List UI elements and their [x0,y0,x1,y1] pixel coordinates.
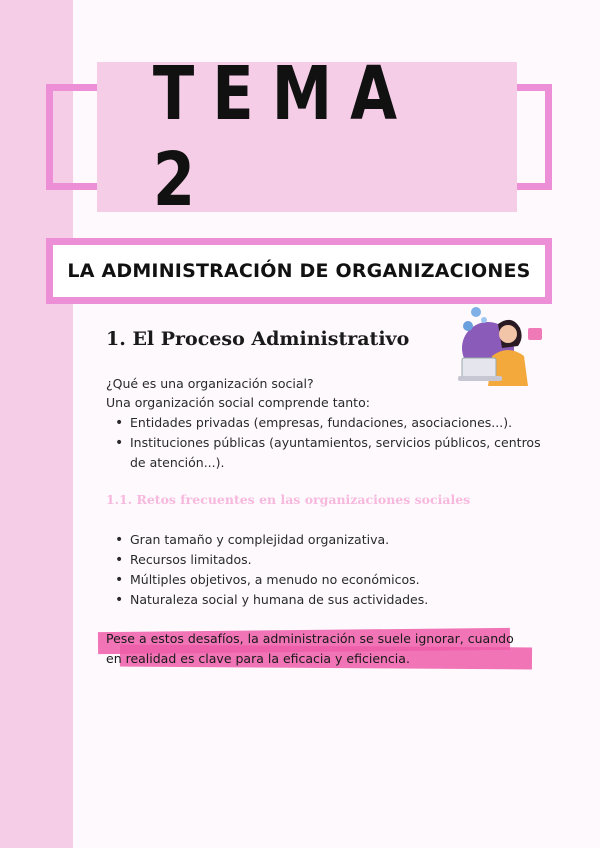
challenges-list [130,530,550,610]
woman-with-laptop-icon [458,304,548,386]
list-item: • Entidades privadas (empresas, fundaciones, asociaciones...). [130,413,550,433]
page-subtitle: LA ADMINISTRACIÓN DE ORGANIZACIONES [67,260,531,282]
list-item: • Instituciones públicas (ayuntamientos, servicios públicos, centros de atención...). [130,433,550,473]
title-box [97,51,517,223]
list-item: • Recursos limitados. [130,550,550,570]
list-item: • Naturaleza social y humana de sus actividades. [130,590,550,610]
organization-types-list [130,413,550,473]
page-title: TEMA 2 [152,51,416,223]
list-item: • Gran tamaño y complejidad organizativa. [130,530,550,550]
subsection-heading: 1.1. Retos frecuentes en las organizaciones sociales [106,492,471,507]
question-text: ¿Qué es una organización social? [106,376,314,391]
list-item: • Múltiples objetivos, a menudo no económicos. [130,570,550,590]
highlight-text: Pese a estos desafíos, la administración se suele ignorar, cuando en realidad es clave para la eficacia y eficiencia. [106,631,514,666]
section-heading: 1. El Proceso Administrativo [106,328,410,350]
intro-text: Una organización social comprende tanto: [106,395,370,410]
subtitle-banner [46,238,552,304]
